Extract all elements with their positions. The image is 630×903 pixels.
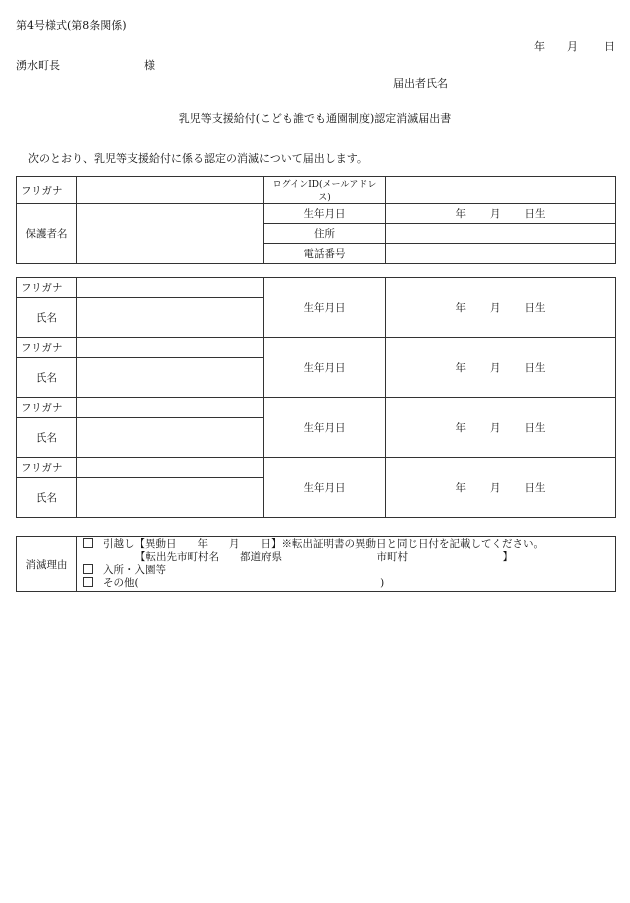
guardian-dob-label: 生年月日 bbox=[264, 204, 386, 224]
reason-admission-text: 入所・入園等 bbox=[103, 564, 166, 576]
moving-destination: 【転出先市町村名 都道府県 市町村 】 bbox=[135, 551, 513, 563]
dob-month: 月 bbox=[490, 362, 501, 374]
address-label: 住所 bbox=[264, 224, 386, 244]
dob-day: 日生 bbox=[524, 362, 546, 374]
phone-field[interactable] bbox=[386, 244, 616, 264]
dob-year: 年 bbox=[455, 208, 466, 220]
child-furigana-field[interactable] bbox=[77, 398, 264, 418]
child-name-label: 氏名 bbox=[17, 358, 77, 398]
child-furigana-label: フリガナ bbox=[17, 278, 77, 298]
dob-year: 年 bbox=[455, 362, 466, 374]
dob-month: 月 bbox=[490, 208, 501, 220]
guardian-table bbox=[16, 176, 616, 264]
applicant-name-label: 届出者氏名 bbox=[393, 77, 448, 90]
dob-month: 月 bbox=[490, 482, 501, 494]
reason-label: 消滅理由 bbox=[17, 537, 77, 592]
dob-month: 月 bbox=[490, 302, 501, 314]
child-dob-field[interactable] bbox=[386, 398, 616, 458]
child-furigana-label: フリガナ bbox=[17, 458, 77, 478]
reason-other-text: その他( ) bbox=[103, 577, 385, 589]
reason-option-moving[interactable] bbox=[83, 538, 609, 551]
child-dob-label: 生年月日 bbox=[264, 278, 386, 338]
form-number: 第4号様式(第8条関係) bbox=[16, 19, 127, 32]
child-name-field[interactable] bbox=[77, 418, 264, 458]
reason-option-other[interactable] bbox=[83, 577, 609, 590]
child-dob-label: 生年月日 bbox=[264, 338, 386, 398]
phone-label: 電話番号 bbox=[264, 244, 386, 264]
dob-year: 年 bbox=[455, 302, 466, 314]
guardian-name-field[interactable] bbox=[77, 204, 264, 264]
dob-day: 日生 bbox=[524, 482, 546, 494]
intro-text: 次のとおり、乳児等支援給付に係る認定の消滅について届出します。 bbox=[28, 152, 368, 165]
reason-moving-text: 引越し【異動日 年 月 日】※転出証明書の異動日と同じ日付を記載してください。 bbox=[103, 538, 544, 550]
children-table bbox=[16, 277, 616, 518]
child-furigana-field[interactable] bbox=[77, 338, 264, 358]
honorific: 様 bbox=[144, 59, 155, 72]
child-furigana-field[interactable] bbox=[77, 458, 264, 478]
guardian-dob-field[interactable] bbox=[386, 204, 616, 224]
child-name-field[interactable] bbox=[77, 358, 264, 398]
dob-day: 日生 bbox=[524, 208, 546, 220]
date-year-label: 年 bbox=[534, 40, 545, 53]
child-name-label: 氏名 bbox=[17, 478, 77, 518]
dob-year: 年 bbox=[455, 482, 466, 494]
child-dob-label: 生年月日 bbox=[264, 398, 386, 458]
child-name-label: 氏名 bbox=[17, 418, 77, 458]
checkbox-icon[interactable] bbox=[83, 538, 93, 548]
child-furigana-label: フリガナ bbox=[17, 398, 77, 418]
guardian-name-label: 保護者名 bbox=[17, 204, 77, 264]
child-name-label: 氏名 bbox=[17, 298, 77, 338]
child-name-field[interactable] bbox=[77, 298, 264, 338]
date-month-label: 月 bbox=[567, 40, 578, 53]
date-day-label: 日 bbox=[604, 40, 615, 53]
dob-month: 月 bbox=[490, 422, 501, 434]
checkbox-icon[interactable] bbox=[83, 577, 93, 587]
mayor-title: 湧水町長 bbox=[16, 59, 60, 72]
dob-day: 日生 bbox=[524, 422, 546, 434]
checkbox-icon[interactable] bbox=[83, 564, 93, 574]
dob-day: 日生 bbox=[524, 302, 546, 314]
child-furigana-field[interactable] bbox=[77, 278, 264, 298]
reason-table bbox=[16, 536, 616, 592]
child-dob-field[interactable] bbox=[386, 458, 616, 518]
reason-option-admission[interactable] bbox=[83, 564, 609, 577]
dob-year: 年 bbox=[455, 422, 466, 434]
child-dob-field[interactable] bbox=[386, 278, 616, 338]
child-dob-field[interactable] bbox=[386, 338, 616, 398]
guardian-furigana-field[interactable] bbox=[77, 177, 264, 204]
child-name-field[interactable] bbox=[77, 478, 264, 518]
child-furigana-label: フリガナ bbox=[17, 338, 77, 358]
login-id-field[interactable] bbox=[386, 177, 616, 204]
login-id-label: ログインID(メールアドレス) bbox=[264, 177, 386, 204]
document-title: 乳児等支援給付(こども誰でも通園制度)認定消滅届出書 bbox=[178, 112, 452, 125]
guardian-furigana-label: フリガナ bbox=[17, 177, 77, 204]
address-field[interactable] bbox=[386, 224, 616, 244]
child-dob-label: 生年月日 bbox=[264, 458, 386, 518]
